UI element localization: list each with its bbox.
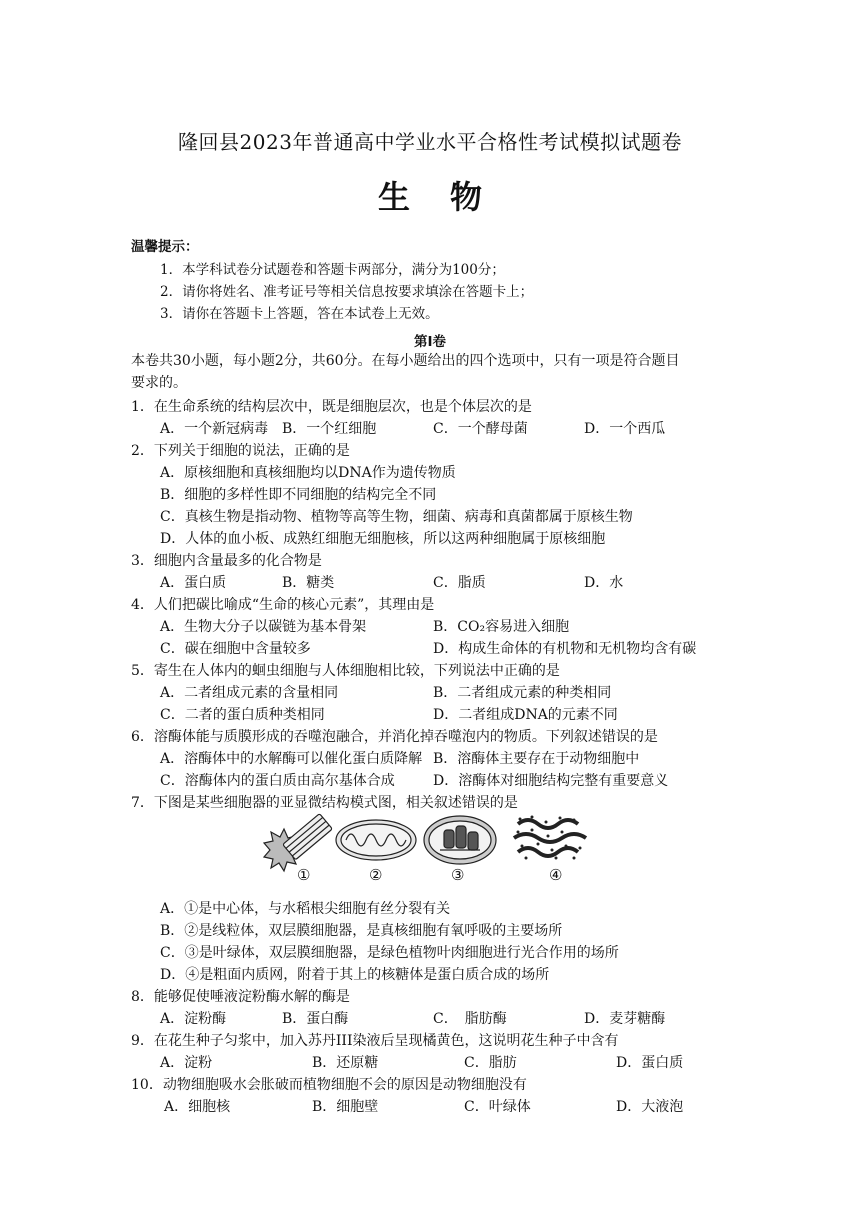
option-b: B．溶酶体主要存在于动物细胞中	[433, 751, 640, 767]
exam-title: 隆回县2023年普通高中学业水平合格性考试模拟试题卷	[178, 130, 682, 154]
option-a: A．细胞核	[164, 1099, 231, 1115]
figure-label: ④	[549, 866, 563, 884]
section-intro: 本卷共30小题，每小题2分，共60分。在每小题给出的四个选项中，只有一项是符合题目	[131, 353, 680, 369]
option-d: D．蛋白质	[616, 1055, 684, 1071]
figure-label: ①	[297, 866, 311, 884]
option-a: A．蛋白质	[160, 575, 227, 591]
option-b: B．细胞的多样性即不同细胞的结构完全不同	[160, 487, 437, 503]
option-b: B．还原糖	[312, 1055, 379, 1071]
centriole-drawing	[264, 814, 332, 871]
option-c: C．碳在细胞中含量较多	[160, 641, 311, 657]
figure-label: ②	[369, 866, 383, 884]
question-stem: 5．寄生在人体内的蛔虫细胞与人体细胞相比较，下列说法中正确的是	[131, 663, 560, 679]
option-d: D．麦芽糖酶	[584, 1011, 666, 1027]
rough-er-drawing	[514, 816, 586, 860]
option-a: A．一个新冠病毒	[160, 421, 269, 437]
option-d: D．溶酶体对细胞结构完整有重要意义	[433, 773, 669, 789]
chloroplast-drawing	[424, 816, 496, 864]
question-stem: 8．能够促使唾液淀粉酶水解的酶是	[131, 989, 350, 1005]
option-b: B．细胞壁	[312, 1099, 379, 1115]
option-c: C．真核生物是指动物、植物等高等生物，细菌、病毒和真菌都属于原核生物	[160, 509, 633, 525]
question-stem: 9．在花生种子匀浆中，加入苏丹III染液后呈现橘黄色，这说明花生种子中含有	[131, 1033, 619, 1049]
option-d: D．大液泡	[616, 1099, 684, 1115]
question-stem: 1．在生命系统的结构层次中，既是细胞层次，也是个体层次的是	[131, 399, 532, 415]
option-a: A．①是中心体，与水稻根尖细胞有丝分裂有关	[160, 901, 451, 917]
option-d: D．④是粗面内质网，附着于其上的核糖体是蛋白质合成的场所	[160, 967, 550, 983]
option-b: B．②是线粒体，双层膜细胞器，是真核细胞有氧呼吸的主要场所	[160, 923, 563, 939]
option-c: C．脂质	[433, 575, 486, 591]
option-c: C．脂肪	[464, 1055, 517, 1071]
tips-heading: 温馨提示：	[131, 239, 199, 255]
tip-item: 1．本学科试卷分试题卷和答题卡两部分，满分为100分；	[160, 262, 505, 278]
option-c: C．③是叶绿体，双层膜细胞器，是绿色植物叶肉细胞进行光合作用的场所	[160, 945, 619, 961]
option-a: A．淀粉	[160, 1055, 213, 1071]
option-d: D．人体的血小板、成熟红细胞无细胞核，所以这两种细胞属于原核细胞	[160, 531, 606, 547]
option-c: C．一个酵母菌	[433, 421, 528, 437]
option-b: B．二者组成元素的种类相同	[433, 685, 612, 701]
mitochondrion-drawing	[336, 820, 416, 860]
option-c: C．溶酶体内的蛋白质由高尔基体合成	[160, 773, 395, 789]
tip-item: 3．请你在答题卡上答题，答在本试卷上无效。	[160, 306, 439, 322]
option-d: D．构成生命体的有机物和无机物均含有碳	[433, 641, 697, 657]
subject-title: 生物	[377, 178, 522, 216]
question-stem: 10．动物细胞吸水会胀破而植物细胞不会的原因是动物细胞没有	[131, 1077, 527, 1093]
question-stem: 4．人们把碳比喻成“生命的核心元素”，其理由是	[131, 597, 435, 613]
option-c: C．二者的蛋白质种类相同	[160, 707, 325, 723]
option-b: B．蛋白酶	[282, 1011, 349, 1027]
section-intro: 要求的。	[131, 375, 187, 391]
option-d: D．水	[584, 575, 624, 591]
option-b: B．一个红细胞	[282, 421, 377, 437]
option-a: A．溶酶体中的水解酶可以催化蛋白质降解	[160, 751, 423, 767]
question-stem: 2．下列关于细胞的说法，正确的是	[131, 443, 350, 459]
section-title: 第Ⅰ卷	[413, 334, 447, 350]
question-stem: 3．细胞内含量最多的化合物是	[131, 553, 322, 569]
question-stem: 7．下图是某些细胞器的亚显微结构模式图，相关叙述错误的是	[131, 795, 518, 811]
option-a: A．淀粉酶	[160, 1011, 227, 1027]
option-d: D．二者组成DNA的元素不同	[433, 707, 618, 723]
option-b: B．糖类	[282, 575, 335, 591]
option-a: A．二者组成元素的含量相同	[160, 685, 339, 701]
option-c: C． 脂肪酶	[433, 1011, 507, 1027]
option-c: C．叶绿体	[464, 1099, 531, 1115]
tip-item: 2．请你将姓名、准考证号等相关信息按要求填涂在答题卡上；	[160, 284, 534, 300]
option-b: B．CO₂容易进入细胞	[433, 619, 570, 635]
question-stem: 6．溶酶体能与质膜形成的吞噬泡融合，并消化掉吞噬泡内的物质。下列叙述错误的是	[131, 729, 658, 745]
figure-label: ③	[451, 866, 465, 884]
option-a: A．生物大分子以碳链为基本骨架	[160, 619, 367, 635]
option-a: A．原核细胞和真核细胞均以DNA作为遗传物质	[160, 465, 456, 481]
option-d: D．一个西瓜	[584, 421, 666, 437]
